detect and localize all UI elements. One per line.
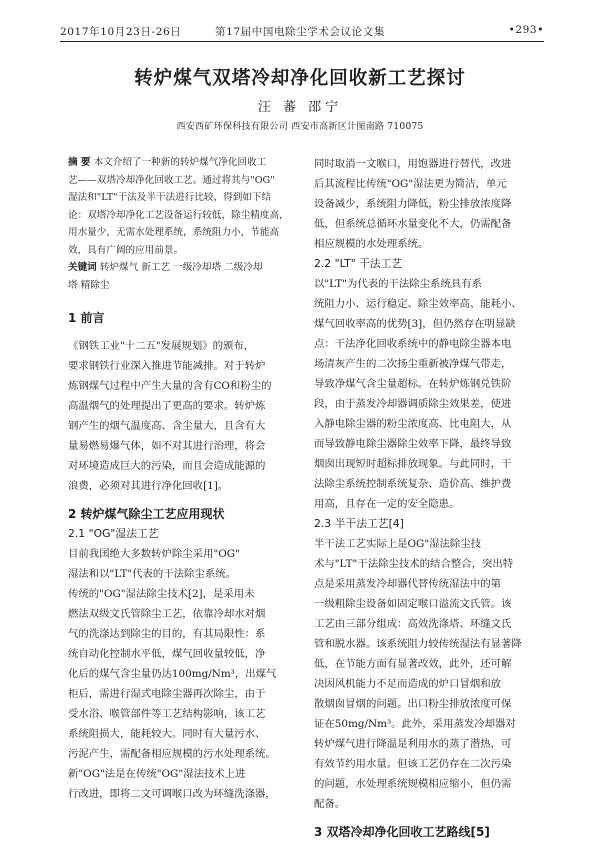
paragraph-line: 设备减少，系统阻力降低，粉尘排放浓度降 bbox=[314, 198, 512, 210]
paragraph-line: 点是采用蒸发冷却器代替传统湿法中的第 bbox=[314, 578, 502, 590]
paragraph-line: 烟囱出现短时超标排放现象。与此同时，干 bbox=[314, 458, 512, 470]
paragraph-line: 半干法工艺实际上是OG"湿法除尘技 bbox=[314, 538, 482, 550]
subsection-2-3-title: 2.3 半干法工艺[4] bbox=[314, 517, 404, 530]
paragraph-line: 《钢铁工业"十二五"发展规划》的颁布， bbox=[68, 340, 255, 352]
paragraph-line: 浪费，必须对其进行净化回收[1]。 bbox=[68, 480, 229, 492]
paragraph-line: 后其流程比传统"OG"湿法更为简洁，单元 bbox=[314, 178, 507, 190]
paragraph-line: 场清灰产生的二次扬尘重新被净煤气带走， bbox=[314, 358, 512, 370]
authors: 汪 蕃 邵宁 bbox=[257, 100, 343, 115]
paragraph-line: 污泥产生，需配备相应规模的污水处理系统。 bbox=[68, 748, 276, 760]
header-proceedings: 第17届中国电除尘学术会议论文集 bbox=[215, 26, 385, 38]
paragraph-line: 低，在节能方面有显著改效，此外，还可解 bbox=[314, 658, 512, 670]
paragraph-line: 决因风机能力不足而造成的炉口冒烟和放 bbox=[314, 678, 502, 690]
paragraph-line: 点：干法净化回收系统中的静电除尘器本电 bbox=[314, 338, 512, 350]
paragraph-line: 转炉煤气进行降温是利用水的蒸了潜热，可 bbox=[314, 738, 512, 750]
abstract-line: 湿法和"LT"干法及半干法进行比较，得到如下结 bbox=[68, 192, 272, 203]
paragraph-line: 有效节约用水量。但该工艺仍存在二次污染 bbox=[314, 758, 512, 770]
paper-title: 转炉煤气双塔冷却净化回收新工艺探讨 bbox=[134, 68, 466, 89]
paragraph-line: 受水浴、喉管部件等工艺结构影响，该工艺 bbox=[68, 708, 266, 720]
paragraph-line: 证在50mg/Nm³。此外，采用蒸发冷却器对 bbox=[314, 718, 516, 730]
running-header bbox=[60, 24, 544, 38]
paragraph-line: 的问题，水处理系统规模相应缩小，但仍需 bbox=[314, 778, 512, 790]
paragraph-line: 传统的"OG"湿法除尘技术[2]，是采用未 bbox=[68, 588, 255, 600]
paragraph-line: 配备。 bbox=[314, 798, 346, 810]
keywords-line: 转炉煤气 新工艺 一级冷却塔 二级冷却 bbox=[99, 262, 263, 273]
paragraph-line: 对环境造成巨大的污染，而且会造成能源的 bbox=[68, 460, 266, 472]
paragraph-line: 行改进，即将二文可调喉口改为环缝洗涤器， bbox=[68, 788, 276, 800]
paragraph-line: 钢产生的烟气温度高、含尘量大，且含有大 bbox=[68, 420, 266, 432]
paragraph-line: 管和脱水器。该系统阻力较传统湿法有显著降 bbox=[314, 638, 522, 650]
keywords-label: 关键词 bbox=[68, 262, 97, 273]
paragraph-line: 柜后，需进行湿式电除尘器再次除尘，由于 bbox=[68, 688, 266, 700]
paragraph-line: 相应规模的水处理系统。 bbox=[314, 238, 429, 250]
abstract bbox=[68, 154, 300, 294]
paragraph-line: 段，由于蒸发冷却器调质除尘效果差，使进 bbox=[314, 398, 512, 410]
paragraph-line: 同时取消一文喉口，用饱器进行替代，改进 bbox=[314, 158, 512, 170]
paragraph-line: 用高，且存在一定的安全隐患。 bbox=[314, 498, 460, 510]
abstract-line: 用水量少，无需水处理系统，系统阻力小，节能高 bbox=[68, 227, 280, 238]
paragraph-line: 统阻力小、运行稳定、除尘效率高、能耗小、 bbox=[314, 298, 522, 310]
paragraph-line: 低，但系统总循环水量变化不大，仍需配备 bbox=[314, 218, 512, 230]
paragraph-line: 化后的煤气含尘量仍达100mg/Nm³，出煤气 bbox=[68, 668, 277, 680]
paragraph-line: 量易燃易爆气体，如不对其进行治理，将会 bbox=[68, 440, 266, 452]
section-2-title: 2 转炉煤气除尘工艺应用现状 bbox=[68, 507, 225, 521]
paragraph-line: 导致净煤气含尘量超标。在转炉炼钢兑铁阶 bbox=[314, 378, 512, 390]
abstract-line: 论：双塔冷却净化工艺设备运行较低，除尘精度高， bbox=[68, 209, 289, 221]
paragraph-line: 气的洗涤达到除尘的目的，有其局限性：系 bbox=[68, 628, 266, 640]
left-column bbox=[68, 154, 300, 804]
paragraph-line: 统自动化控制水平低，煤气回收量较低，净 bbox=[68, 648, 266, 660]
header-date: 2017年10月23日-26日 bbox=[60, 26, 182, 38]
paragraph-line: 入静电除尘器的粉尘浓度高、比电阻大，从 bbox=[314, 418, 512, 430]
paragraph-line: 系统阻损大，能耗较大。同时有大量污水、 bbox=[68, 728, 266, 740]
paragraph-line: 工艺由三部分组成：高效洗涤塔、环缝文氏 bbox=[314, 618, 512, 630]
paragraph-line: 而导致静电除尘器除尘效率下降，最终导致 bbox=[314, 438, 512, 450]
paragraph-line: 新"OG"法是在传统"OG"湿法技术上进 bbox=[68, 768, 246, 780]
paragraph-line: 高温烟气的处理提出了更高的要求。转炉炼 bbox=[68, 400, 266, 412]
section-3-title: 3 双塔冷却净化回收工艺路线[5] bbox=[314, 825, 490, 839]
header-page-number: •293• bbox=[508, 24, 544, 36]
affiliation: 西安西矿环保科技有限公司 西安市高新区计图南路 710075 bbox=[176, 122, 424, 132]
abstract-label: 摘 要 bbox=[68, 157, 91, 168]
paragraph-line: 炼钢煤气过程中产生大量的含有CO和粉尘的 bbox=[68, 380, 272, 392]
paragraph-line: 法除尘系统控制系统复杂、造价高、维护费 bbox=[314, 478, 512, 490]
paragraph-line: 燃法双级文氏管除尘工艺，依靠冷却水对烟 bbox=[68, 608, 266, 620]
abstract-line: 效，具有广阔的应用前景。 bbox=[68, 244, 184, 256]
section-1-title: 1 前言 bbox=[68, 311, 105, 325]
paragraph-line: 煤气回收率高的优势[3]，但仍然存在明显缺 bbox=[314, 318, 516, 330]
abstract-line: 本文介绍了一种新的转炉煤气净化回收工 bbox=[93, 157, 267, 168]
paragraph-line: 要求钢铁行业深入推进节能减排。对于转炉 bbox=[68, 360, 266, 372]
paragraph-line: 湿法和以"LT"代表的干法除尘系统。 bbox=[68, 568, 237, 580]
paragraph-line: 散烟囱冒烟的问题。出口粉尘排放浓度可保 bbox=[314, 698, 512, 710]
paragraph-line: 术与"LT"干法除尘技术的结合整合，突出特 bbox=[314, 558, 514, 570]
subsection-2-2-title: 2.2 "LT" 干法工艺 bbox=[314, 257, 403, 270]
right-column bbox=[314, 154, 546, 842]
subsection-2-1-title: 2.1 "OG"湿法工艺 bbox=[68, 527, 159, 540]
paragraph-line: 以"LT"为代表的干法除尘系统具有系 bbox=[314, 278, 483, 290]
paragraph-line: 目前我国绝大多数转炉除尘采用"OG" bbox=[68, 548, 240, 560]
header-rule bbox=[60, 41, 544, 42]
paragraph-line: 一级粗除尘设备如固定喉口溢流文氏管。该 bbox=[314, 598, 512, 610]
keywords-line: 塔 精除尘 bbox=[68, 279, 110, 291]
abstract-line: 艺——双塔冷却净化回收工艺。通过将其与"OG" bbox=[68, 174, 275, 186]
